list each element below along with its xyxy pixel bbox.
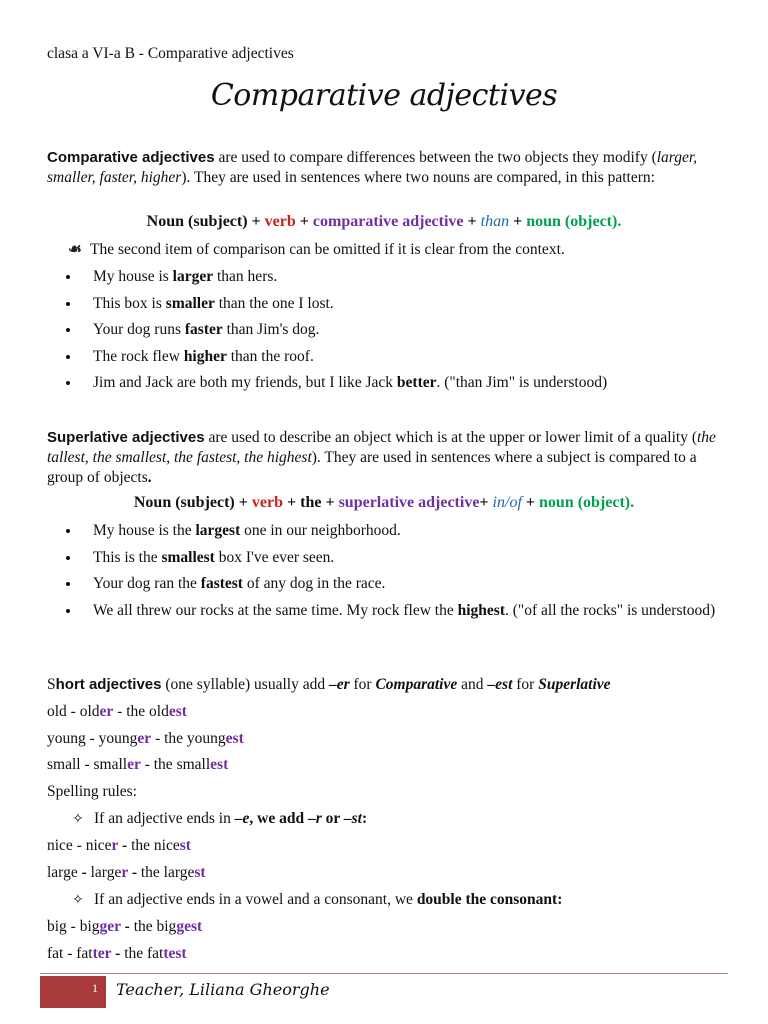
superlative-formula	[0, 494, 768, 512]
formula-in-of: in/of	[492, 494, 522, 511]
bullet-icon	[66, 582, 70, 586]
adjective-form-row: big - bigger - the biggest	[47, 918, 203, 935]
comparative-formula	[0, 213, 768, 231]
spelling-rules-label: Spelling rules:	[47, 783, 137, 800]
page-title: Comparative adjectives	[210, 78, 558, 113]
formula-plus-4: +	[479, 494, 489, 511]
superlative-definition	[47, 428, 727, 488]
bullet-icon	[66, 275, 70, 279]
formula-verb: verb	[264, 213, 296, 230]
formula-noun-subject: Noun (subject)	[133, 494, 235, 511]
superlative-examples-italic: the tallest, the smallest, the fastest, the highest	[47, 429, 716, 466]
list-item: This is the smallest box I've ever seen.	[62, 548, 722, 568]
adjective-form-row: small - smaller - the smallest	[47, 756, 229, 773]
formula-plus-2: +	[299, 213, 309, 230]
footer-signature: Teacher, Liliana Gheorghe	[116, 980, 330, 999]
list-item: Your dog ran the fastest of any dog in the race.	[62, 574, 722, 594]
formula-plus-3: +	[325, 494, 335, 511]
formula-noun-object: noun (object).	[539, 494, 635, 511]
formula-the: the	[300, 494, 322, 511]
comparative-note-text: The second item of comparison can be omitted if it is clear from the context.	[90, 241, 565, 258]
formula-plus-1: +	[238, 494, 248, 511]
comparative-desc-2: ). They are used in sentences where two nouns are compared, in this pattern:	[181, 169, 655, 186]
comparative-definition	[47, 148, 727, 188]
page-number: 1	[40, 976, 106, 1008]
bullet-icon	[66, 355, 70, 359]
formula-plus-2: +	[286, 494, 297, 511]
formula-noun-object: noun (object).	[526, 213, 622, 230]
formula-plus-5: +	[525, 494, 536, 511]
superlative-term: Superlative adjectives	[47, 429, 205, 446]
adjective-form-row: old - older - the oldest	[47, 703, 187, 720]
formula-comparative-adjective: comparative adjective	[312, 213, 464, 230]
formula-plus-3: +	[467, 213, 477, 230]
bullet-icon	[66, 328, 70, 332]
comparative-note	[68, 240, 565, 260]
formula-verb: verb	[251, 494, 283, 511]
note-icon: ☙	[68, 241, 82, 258]
adjective-form-row: young - younger - the youngest	[47, 730, 244, 747]
bullet-icon	[66, 302, 70, 306]
header-class-line: clasa a VI-a B - Comparative adjectives	[47, 45, 294, 62]
formula-plus-1: +	[251, 213, 261, 230]
superlative-desc-end: .	[147, 469, 152, 486]
spelling-rule-1: ✧ If an adjective ends in –e, we add –r or –st:	[72, 809, 367, 830]
superlative-desc-1: are used to describe an object which is at the upper or lower limit of a quality (	[204, 429, 697, 446]
list-item: This box is smaller than the one I lost.	[62, 294, 722, 314]
list-item: Jim and Jack are both my friends, but I like Jack better. ("than Jim" is understood)	[62, 373, 722, 393]
adjective-form-row: large - larger - the largest	[47, 864, 206, 881]
spelling-rule-2: ✧ If an adjective ends in a vowel and a consonant, we double the consonant:	[72, 890, 562, 911]
adjective-form-row: fat - fatter - the fattest	[47, 945, 187, 962]
footer-divider	[40, 973, 728, 974]
bullet-icon	[66, 609, 70, 613]
list-item: Your dog runs faster than Jim's dog.	[62, 320, 722, 340]
superlative-desc-2: ). They are used in sentences where a subject is compared to a group of objects	[47, 449, 697, 486]
formula-plus-4: +	[513, 213, 523, 230]
comparative-examples-list	[62, 267, 722, 393]
bullet-icon	[66, 556, 70, 560]
bullet-icon	[66, 381, 70, 385]
list-item: My house is larger than hers.	[62, 267, 722, 287]
star-icon: ✧	[72, 893, 84, 908]
short-adjectives-heading: Short adjectives (one syllable) usually add –er for Comparative and –est for Superlative	[47, 676, 611, 693]
superlative-examples-list	[62, 521, 722, 621]
star-icon: ✧	[72, 812, 84, 827]
formula-noun-subject: Noun (subject)	[146, 213, 248, 230]
bullet-icon	[66, 529, 70, 533]
list-item: We all threw our rocks at the same time. My rock flew the highest. ("of all the rocks" is understood)	[62, 601, 722, 621]
comparative-desc-1: are used to compare differences between the two objects they modify (	[214, 149, 657, 166]
formula-superlative-adjective: superlative adjective	[338, 494, 480, 511]
list-item: The rock flew higher than the roof.	[62, 347, 722, 367]
comparative-term: Comparative adjectives	[47, 149, 215, 166]
comparative-examples-italic: larger, smaller, faster, higher	[47, 149, 698, 186]
adjective-form-row: nice - nicer - the nicest	[47, 837, 191, 854]
list-item: My house is the largest one in our neighborhood.	[62, 521, 722, 541]
formula-than: than	[480, 213, 510, 230]
